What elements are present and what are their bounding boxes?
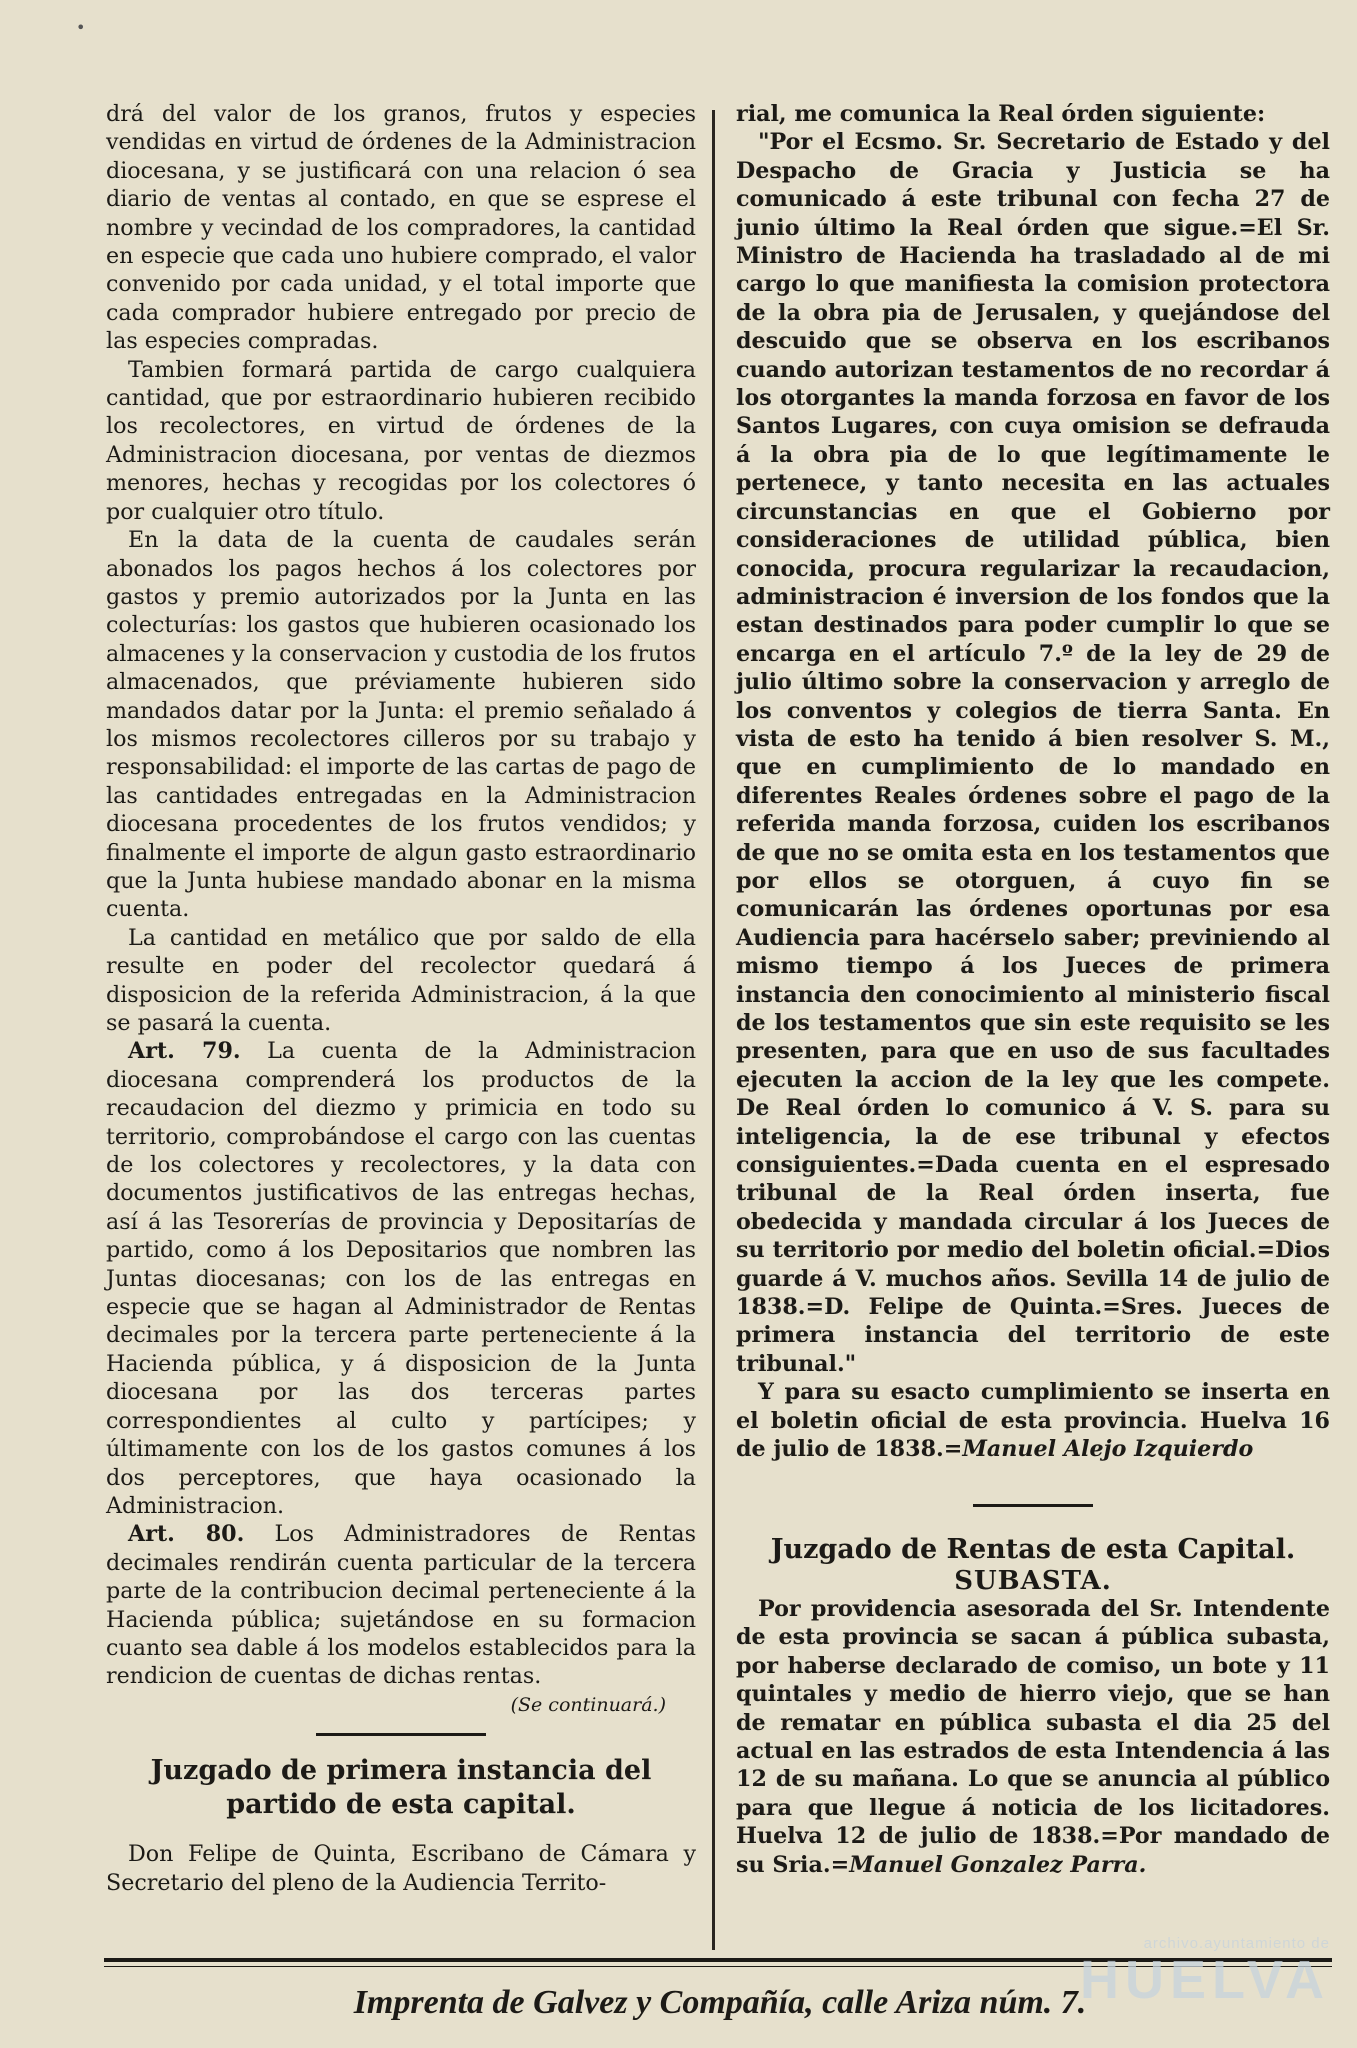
- right-column: [736, 100, 1330, 1879]
- left-paragraph-5: Don Felipe de Quinta, Escribano de Cámara y Secretario del pleno de la Audiencia Territo-: [106, 1841, 696, 1896]
- left-paragraph-1: drá del valor de los granos, frutos y especies vendidas en virtud de órdenes de la Administracion diocesana, y se justificará con una relacion ó sea diario de ventas al contado, en que se esprese el nombre y vecindad de los compradores, la cantidad en especie que cada uno hubiere comprado, el valor convenido por cada unidad, y el total importe que cada comprador hubiere entregado por precio de las especies compradas.: [106, 101, 696, 355]
- article-79-label: Art. 79.: [128, 1038, 241, 1065]
- article-80-text: Los Administradores de Rentas decimales rendirán cuenta particular de la tercera parte de la contribucion decimal perteneciente á la Hacienda pública; sujetándose en su formacion cuanto sea dable á los modelos establecidos para la rendicion de cuentas de dichas rentas.: [106, 1521, 696, 1690]
- right-paragraph-1: rial, me comunica la Real órden siguiente:: [736, 101, 1266, 127]
- section-divider-right: [973, 1504, 1093, 1507]
- left-paragraph-3: En la data de la cuenta de caudales serán abonados los pagos hechos á los colectores por gastos y premio autorizados por la Junta en las colecturías: los gastos que hubieren ocasionado los almacenes y la conservacion y custodia de los frutos almacenados, que préviamente hubieren sido mandados datar por la Junta: el premio señalado á los mismos recolectores cilleros por su trabajo y responsabilidad: el importe de las cartas de pago de las cantidades entregadas en la Administracion diocesana procedentes de los frutos vendidos; y finalmente el importe de algun gasto estraordinario que la Junta hubiese mandado abonar en la misma cuenta.: [106, 527, 696, 923]
- subtitle-subasta: SUBASTA.: [954, 1565, 1112, 1596]
- left-column: [106, 100, 696, 1897]
- column-divider: [712, 110, 715, 1950]
- article-80-label: Art. 80.: [128, 1521, 245, 1548]
- watermark-small-text: archivo.ayuntamiento de: [1143, 1935, 1330, 1952]
- article-80: [106, 1520, 696, 1690]
- right-paragraph-3: [736, 1378, 1330, 1463]
- watermark-big-text: HUELVA: [1080, 1950, 1330, 2010]
- article-79-text: La cuenta de la Administracion diocesana comprenderá los productos de la recaudacion del diezmo y primicia en todo su territorio, comprobándose el cargo con las cuentas de los colectores y recolectores, y la data con documentos justificativos de las entregas hechas, así á las Tesorerías de provincia y Depositarías de partido, como á los Depositarios que nombren las Juntas diocesanas; con los de las entregas en especie que se hagan al Administrador de Rentas decimales por la tercera parte perteneciente á la Hacienda pública, y á disposicion de la Junta diocesana por las dos terceras partes correspondientes al culto y partícipes; y últimamente con los de los gastos comunes á los dos perceptores, que haya ocasionado la Administracion.: [106, 1038, 696, 1519]
- section-divider: [316, 1733, 486, 1736]
- archive-watermark: [1080, 1935, 1330, 2035]
- right-paragraph-4: [736, 1595, 1330, 1879]
- signature-izquierdo: Manuel Alejo Izquierdo: [962, 1436, 1254, 1463]
- left-paragraph-2: Tambien formará partida de cargo cualquiera cantidad, que por estraordinario hubieren recibido los recolectores, en virtud de órdenes de la Administracion diocesana, por ventas de diezmos menores, hechas y recogidas por los colectores ó por cualquier otro título.: [106, 356, 696, 525]
- imprint-line: Imprenta de Galvez y Compañía, calle Ariza núm. 7.: [353, 1984, 1087, 2021]
- left-paragraph-4: La cantidad en metálico que por saldo de ella resulte en poder del recolector quedará á disposicion de la referida Administracion, á la que se pasará la cuenta.: [106, 924, 696, 1036]
- signature-gonzalez-parra: Manuel Gonzalez Parra.: [849, 1851, 1147, 1878]
- continuation-note: (Se continuará.): [510, 1693, 666, 1716]
- right-paragraph-3-text: Y para su esacto cumplimiento se inserta en el boletin oficial de esta provincia. Huelva 16 de julio de 1838.=: [736, 1379, 1330, 1463]
- article-79: [106, 1037, 696, 1520]
- right-paragraph-4-text: Por providencia asesorada del Sr. Intendente de esta provincia se sacan á pública subasta, por haberse declarado de comiso, un bote y 11 quintales y medio de hierro viejo, que se han de rematar en pública subasta el dia 25 del actual en las estrados de esta Intendencia á las 12 de su mañana. Lo que se anuncia al público para que llegue á noticia de los licitadores. Huelva 12 de julio de 1838.=Por mandado de su Sria.=: [736, 1595, 1330, 1878]
- margin-mark: •: [76, 18, 86, 37]
- section-title-juzgado-primera-instancia: Juzgado de primera instancia del partido de esta capital.: [150, 1755, 652, 1821]
- right-paragraph-2: "Por el Ecsmo. Sr. Secretario de Estado y del Despacho de Gracia y Justicia se ha comunicado á este tribunal con fecha 27 de junio último la Real órden que sigue.=El Sr. Ministro de Hacienda ha trasladado al de mi cargo lo que manifiesta la comision protectora de la obra pia de Jerusalen, y quejándose del descuido que se observa en los escribanos cuando autorizan testamentos de no recordar á los otorgantes la manda forzosa en favor de los Santos Lugares, con cuya omision se defrauda á la obra pia de lo que legítimamente le pertenece, y tanto necesita en las actuales circunstancias en que el Gobierno por consideraciones de utilidad pública, bien conocida, procura regularizar la recaudacion, administracion é inversion de los fondos que la estan destinados para poder cumplir lo que se encarga en el artículo 7.º de la ley de 29 de julio último sobre la conservacion y arreglo de los conventos y colegios de tierra Santa. En vista de esto ha tenido á bien resolver S. M., que en cumplimiento de lo mandado en diferentes Reales órdenes sobre el pago de la referida manda forzosa, cuiden los escribanos de que no se omita esta en los testamentos que por ellos se otorguen, á cuyo fin se comunicarán las órdenes oportunas por esa Audiencia para hacérselo saber; previniendo al mismo tiempo á los Jueces de primera instancia den conocimiento al ministerio fiscal de los testamentos que sin este requisito se les presenten, para que en uso de sus facultades ejecuten la accion de la ley que les compete. De Real órden lo comunico á V. S. para su inteligencia, la de ese tribunal y efectos consiguientes.=Dada cuenta en el espresado tribunal de la Real órden inserta, fue obedecida y mandada circular á los Jueces de su territorio por medio del boletin oficial.=Dios guarde á V. muchos años. Sevilla 14 de julio de 1838.=D. Felipe de Quinta.=Sres. Jueces de primera instancia del territorio de este tribunal.": [736, 129, 1330, 1377]
- section-title-juzgado-rentas: Juzgado de Rentas de esta Capital.: [770, 1533, 1296, 1565]
